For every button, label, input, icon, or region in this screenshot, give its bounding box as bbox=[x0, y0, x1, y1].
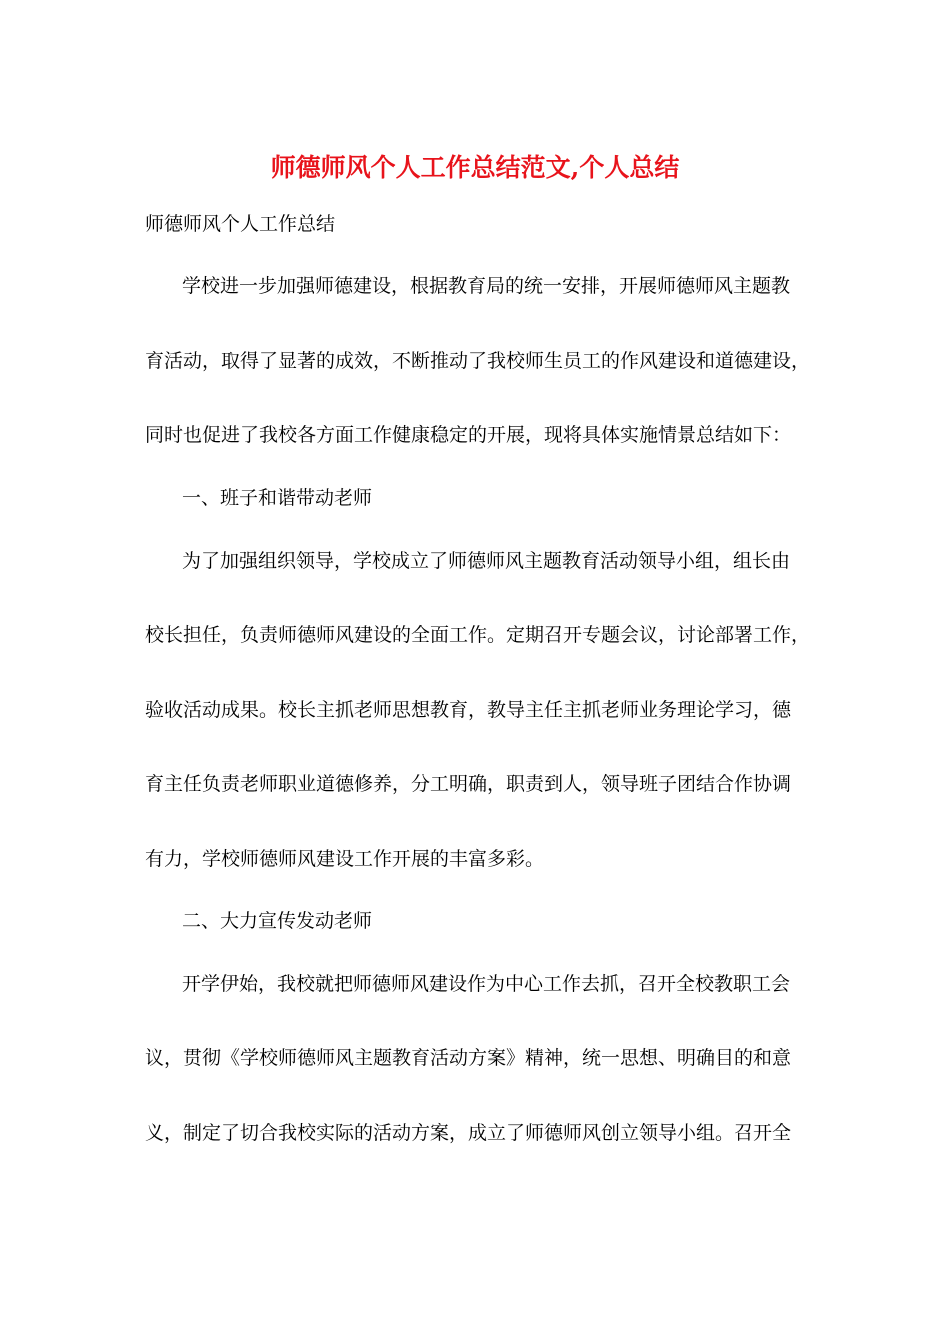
paragraph-line: 议，贯彻《学校师德师风主题教育活动方案》精神，统一思想、明确目的和意 bbox=[145, 1047, 792, 1069]
section-heading: 一、班子和谐带动老师 bbox=[182, 487, 373, 509]
paragraph-line: 育主任负责老师职业道德修养，分工明确，职责到人，领导班子团结合作协调 bbox=[145, 773, 792, 795]
paragraph-line: 开学伊始，我校就把师德师风建设作为中心工作去抓，召开全校教职工会 bbox=[182, 973, 791, 995]
paragraph-line: 学校进一步加强师德建设，根据教育局的统一安排，开展师德师风主题教 bbox=[182, 275, 791, 297]
paragraph-line: 为了加强组织领导，学校成立了师德师风主题教育活动领导小组，组长由 bbox=[182, 550, 791, 572]
section-heading: 二、大力宣传发动老师 bbox=[182, 910, 373, 932]
paragraph-line: 有力，学校师德师风建设工作开展的丰富多彩。 bbox=[145, 848, 545, 870]
document-title: 师德师风个人工作总结范文,个人总结 bbox=[270, 153, 680, 182]
paragraph-line: 验收活动成果。校长主抓老师思想教育，教导主任主抓老师业务理论学习，德 bbox=[145, 699, 792, 721]
subtitle-line: 师德师风个人工作总结 bbox=[145, 213, 336, 235]
paragraph-line: 同时也促进了我校各方面工作健康稳定的开展，现将具体实施情景总结如下： bbox=[145, 424, 792, 446]
paragraph-line: 育活动，取得了显著的成效，不断推动了我校师生员工的作风建设和道德建设， bbox=[145, 350, 811, 372]
paragraph-line: 义，制定了切合我校实际的活动方案，成立了师德师风创立领导小组。召开全 bbox=[145, 1122, 792, 1144]
paragraph-line: 校长担任，负责师德师风建设的全面工作。定期召开专题会议，讨论部署工作， bbox=[145, 624, 811, 646]
